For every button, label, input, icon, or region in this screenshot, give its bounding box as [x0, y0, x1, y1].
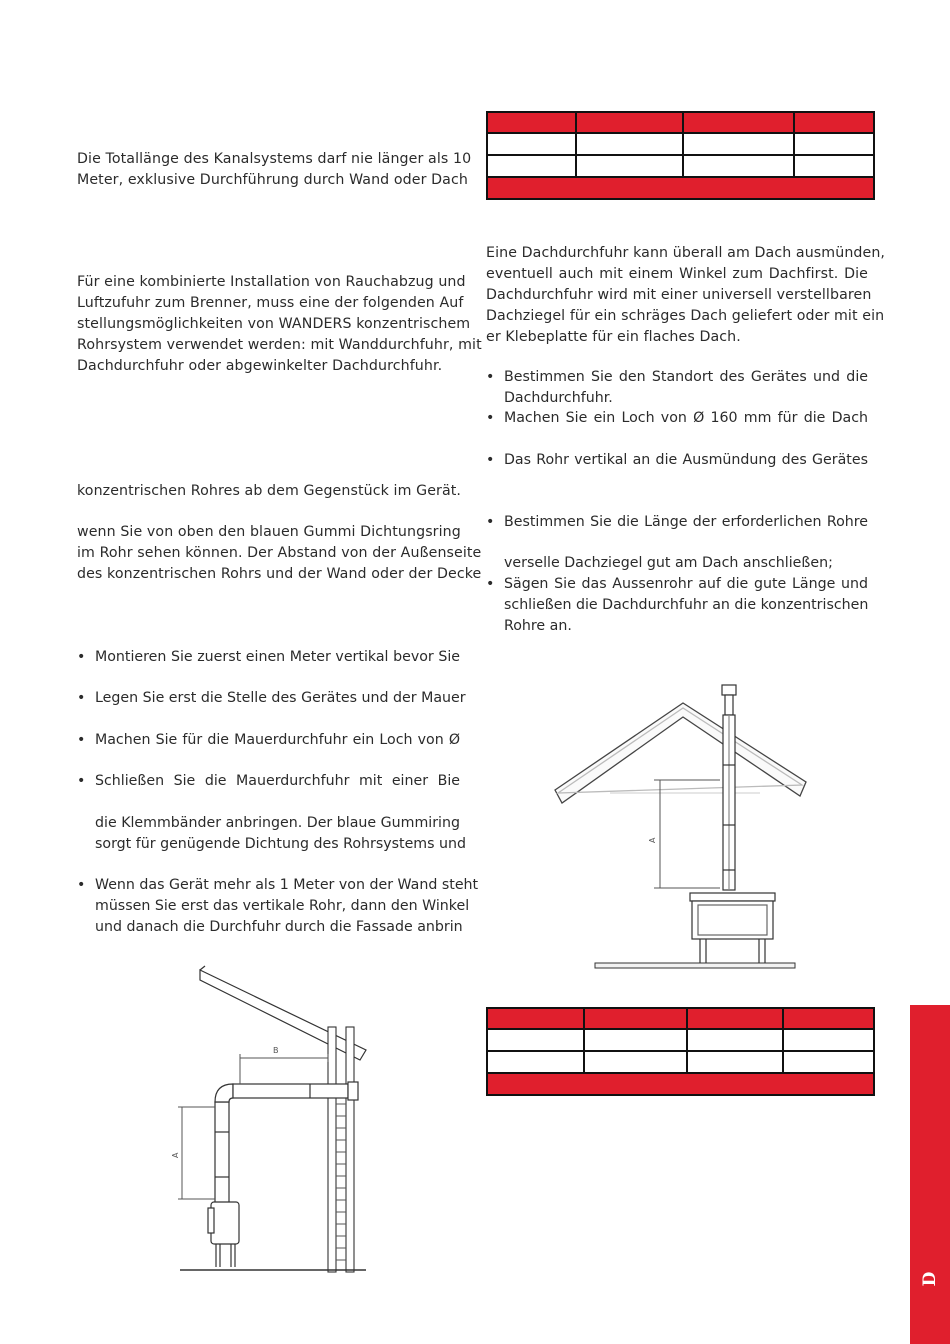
text-line: Meter, exklusive Durchführung durch Wand oder Dach — [77, 172, 468, 188]
list-item-text — [504, 367, 868, 409]
paragraph-sealing-ring — [77, 522, 482, 585]
list-item — [486, 367, 868, 409]
bullet-icon: • — [77, 773, 86, 789]
paragraph-combined-installation — [77, 272, 482, 377]
stove — [690, 893, 775, 963]
list-item-text — [504, 574, 868, 637]
table-row — [487, 133, 874, 155]
list-item — [77, 771, 460, 792]
text-line: Sägen Sie das Aussenrohr auf die gute Länge und — [504, 576, 868, 592]
section-tab-letter: D — [920, 1271, 940, 1287]
table-footer-cell — [487, 1073, 874, 1095]
list-item — [77, 730, 460, 751]
list-item-text: Montieren Sie zuerst einen Meter vertikal bevor Sie — [95, 649, 460, 665]
roof-outline — [555, 703, 806, 803]
table-header-row — [487, 112, 874, 133]
table-header-cell — [487, 112, 576, 133]
list-item-text — [95, 813, 467, 855]
table-cell — [576, 133, 683, 155]
text-line: sorgt für genügende Dichtung des Rohrsystems und — [95, 836, 467, 852]
table-footer-row — [487, 1073, 874, 1095]
list-item — [486, 450, 868, 471]
text-line: im Rohr sehen können. Der Abstand von der Außenseite — [77, 545, 482, 561]
list-item-text: Machen Sie ein Loch von Ø 160 mm für die Dach — [504, 410, 868, 426]
list-item — [77, 875, 479, 938]
text-line: des konzentrischen Rohrs und der Wand oder der Decke — [77, 566, 482, 582]
paragraph-concentric-pipe — [77, 481, 460, 502]
list-item — [486, 408, 868, 429]
dimension-label-a: A — [171, 1152, 180, 1158]
brick-wall — [328, 1027, 354, 1272]
table-cell — [794, 133, 874, 155]
dimension-line — [240, 1054, 328, 1084]
table-footer-cell — [487, 177, 874, 199]
intro-paragraph-length — [77, 149, 472, 191]
table-row — [487, 155, 874, 177]
list-item-continuation — [486, 553, 868, 574]
text-line: Dachdurchfuhr oder abgewinkelter Dachdurchfuhr. — [77, 358, 443, 374]
text-line: Dachdurchfuhr wird mit einer universell verstellbaren — [486, 287, 872, 303]
text-line: Bestimmen Sie den Standort des Gerätes und die — [504, 369, 868, 385]
floor-plate — [595, 963, 795, 968]
text-line: Eine Dachdurchfuhr kann überall am Dach ausmünden, — [486, 245, 886, 261]
table-cell — [683, 155, 794, 177]
table-cell — [794, 155, 874, 177]
table-header-cell — [576, 112, 683, 133]
table-row — [487, 1029, 874, 1051]
spec-table-top — [486, 111, 875, 200]
list-item-text: Machen Sie für die Mauerdurchfuhr ein Loch von Ø — [95, 732, 460, 748]
list-item — [77, 688, 466, 709]
table-header-cell — [783, 1008, 874, 1029]
text-line: Dachziegel für ein schräges Dach geliefert oder mit ein — [486, 308, 885, 324]
bullet-icon: • — [486, 369, 495, 385]
bullet-icon: • — [77, 649, 86, 665]
list-item-text: verselle Dachziegel gut am Dach anschließen; — [504, 555, 833, 571]
table-cell — [487, 1051, 584, 1073]
bullet-icon: • — [486, 514, 495, 530]
dimension-label-b: B — [273, 1046, 279, 1055]
text-line: er Klebeplatte für ein flaches Dach. — [486, 329, 741, 345]
section-tab-d — [910, 1005, 950, 1344]
bullet-icon: • — [486, 452, 495, 468]
list-item — [77, 647, 460, 668]
stove — [208, 1202, 239, 1267]
dimension-line — [654, 780, 720, 888]
list-item — [486, 512, 868, 533]
table-cell — [687, 1051, 783, 1073]
list-item-text: Das Rohr vertikal an die Ausmündung des Gerätes — [504, 452, 868, 468]
text-line: Die Totallänge des Kanalsystems darf nie länger als 10 — [77, 151, 472, 167]
text-line: eventuell auch mit einem Winkel zum Dachfirst. Die — [486, 266, 868, 282]
spec-table-bottom — [486, 1007, 875, 1096]
text-line: konzentrischen Rohres ab dem Gegenstück im Gerät. — [77, 483, 462, 499]
paragraph-roof-outlet — [486, 243, 886, 348]
table-header-row — [487, 1008, 874, 1029]
text-line: schließen die Dachdurchfuhr an die konzentrischen — [504, 597, 869, 613]
table-header-cell — [584, 1008, 687, 1029]
table-cell — [487, 1029, 584, 1051]
text-line: wenn Sie von oben den blauen Gummi Dichtungsring — [77, 524, 461, 540]
table-cell — [584, 1051, 687, 1073]
table-cell — [487, 155, 576, 177]
brick-rungs — [336, 1092, 346, 1260]
sloped-roof — [200, 966, 366, 1060]
table-header-cell — [683, 112, 794, 133]
table-header-cell — [487, 1008, 584, 1029]
text-line: Rohrsystem verwendet werden: mit Wanddurchfuhr, mit — [77, 337, 482, 353]
bullet-icon: • — [486, 576, 495, 592]
bullet-icon: • — [77, 690, 86, 706]
table-row — [487, 1051, 874, 1073]
list-item — [486, 574, 868, 637]
list-item-text: Bestimmen Sie die Länge der erforderlichen Rohre — [504, 514, 868, 530]
list-item-text — [95, 875, 479, 938]
table-cell — [783, 1051, 874, 1073]
text-line: Rohre an. — [504, 618, 572, 634]
bullet-icon: • — [486, 410, 495, 426]
text-line: stellungsmöglichkeiten von WANDERS konzentrischem — [77, 316, 471, 332]
table-cell — [783, 1029, 874, 1051]
table-header-cell — [687, 1008, 783, 1029]
text-line: die Klemmbänder anbringen. Der blaue Gummiring — [95, 815, 460, 831]
table-cell — [687, 1029, 783, 1051]
bullet-icon: • — [77, 732, 86, 748]
table-cell — [576, 155, 683, 177]
text-line: und danach die Durchfuhr durch die Fassade anbrin — [95, 919, 463, 935]
list-item-text: Schließen Sie die Mauerdurchfuhr mit einer Bie — [95, 773, 460, 789]
text-line: müssen Sie erst das vertikale Rohr, dann den Winkel — [95, 898, 470, 914]
text-line: Luftzufuhr zum Brenner, muss eine der folgenden Auf — [77, 295, 464, 311]
list-item-text: Legen Sie erst die Stelle des Gerätes und der Mauer — [95, 690, 466, 706]
table-cell — [584, 1029, 687, 1051]
table-cell — [487, 133, 576, 155]
list-item-continuation — [77, 813, 467, 855]
text-line: Wenn das Gerät mehr als 1 Meter von der Wand steht — [95, 877, 479, 893]
table-cell — [683, 133, 794, 155]
table-footer-row — [487, 177, 874, 199]
roof-installation-diagram — [550, 675, 850, 975]
table-header-cell — [794, 112, 874, 133]
bullet-icon: • — [77, 877, 86, 893]
wall-installation-diagram — [170, 962, 410, 1282]
chimney-pipe — [722, 685, 736, 890]
dimension-line — [178, 1107, 215, 1199]
dimension-label-a: A — [648, 837, 657, 843]
text-line: Dachdurchfuhr. — [504, 390, 613, 406]
text-line: Für eine kombinierte Installation von Rauchabzug und — [77, 274, 466, 290]
